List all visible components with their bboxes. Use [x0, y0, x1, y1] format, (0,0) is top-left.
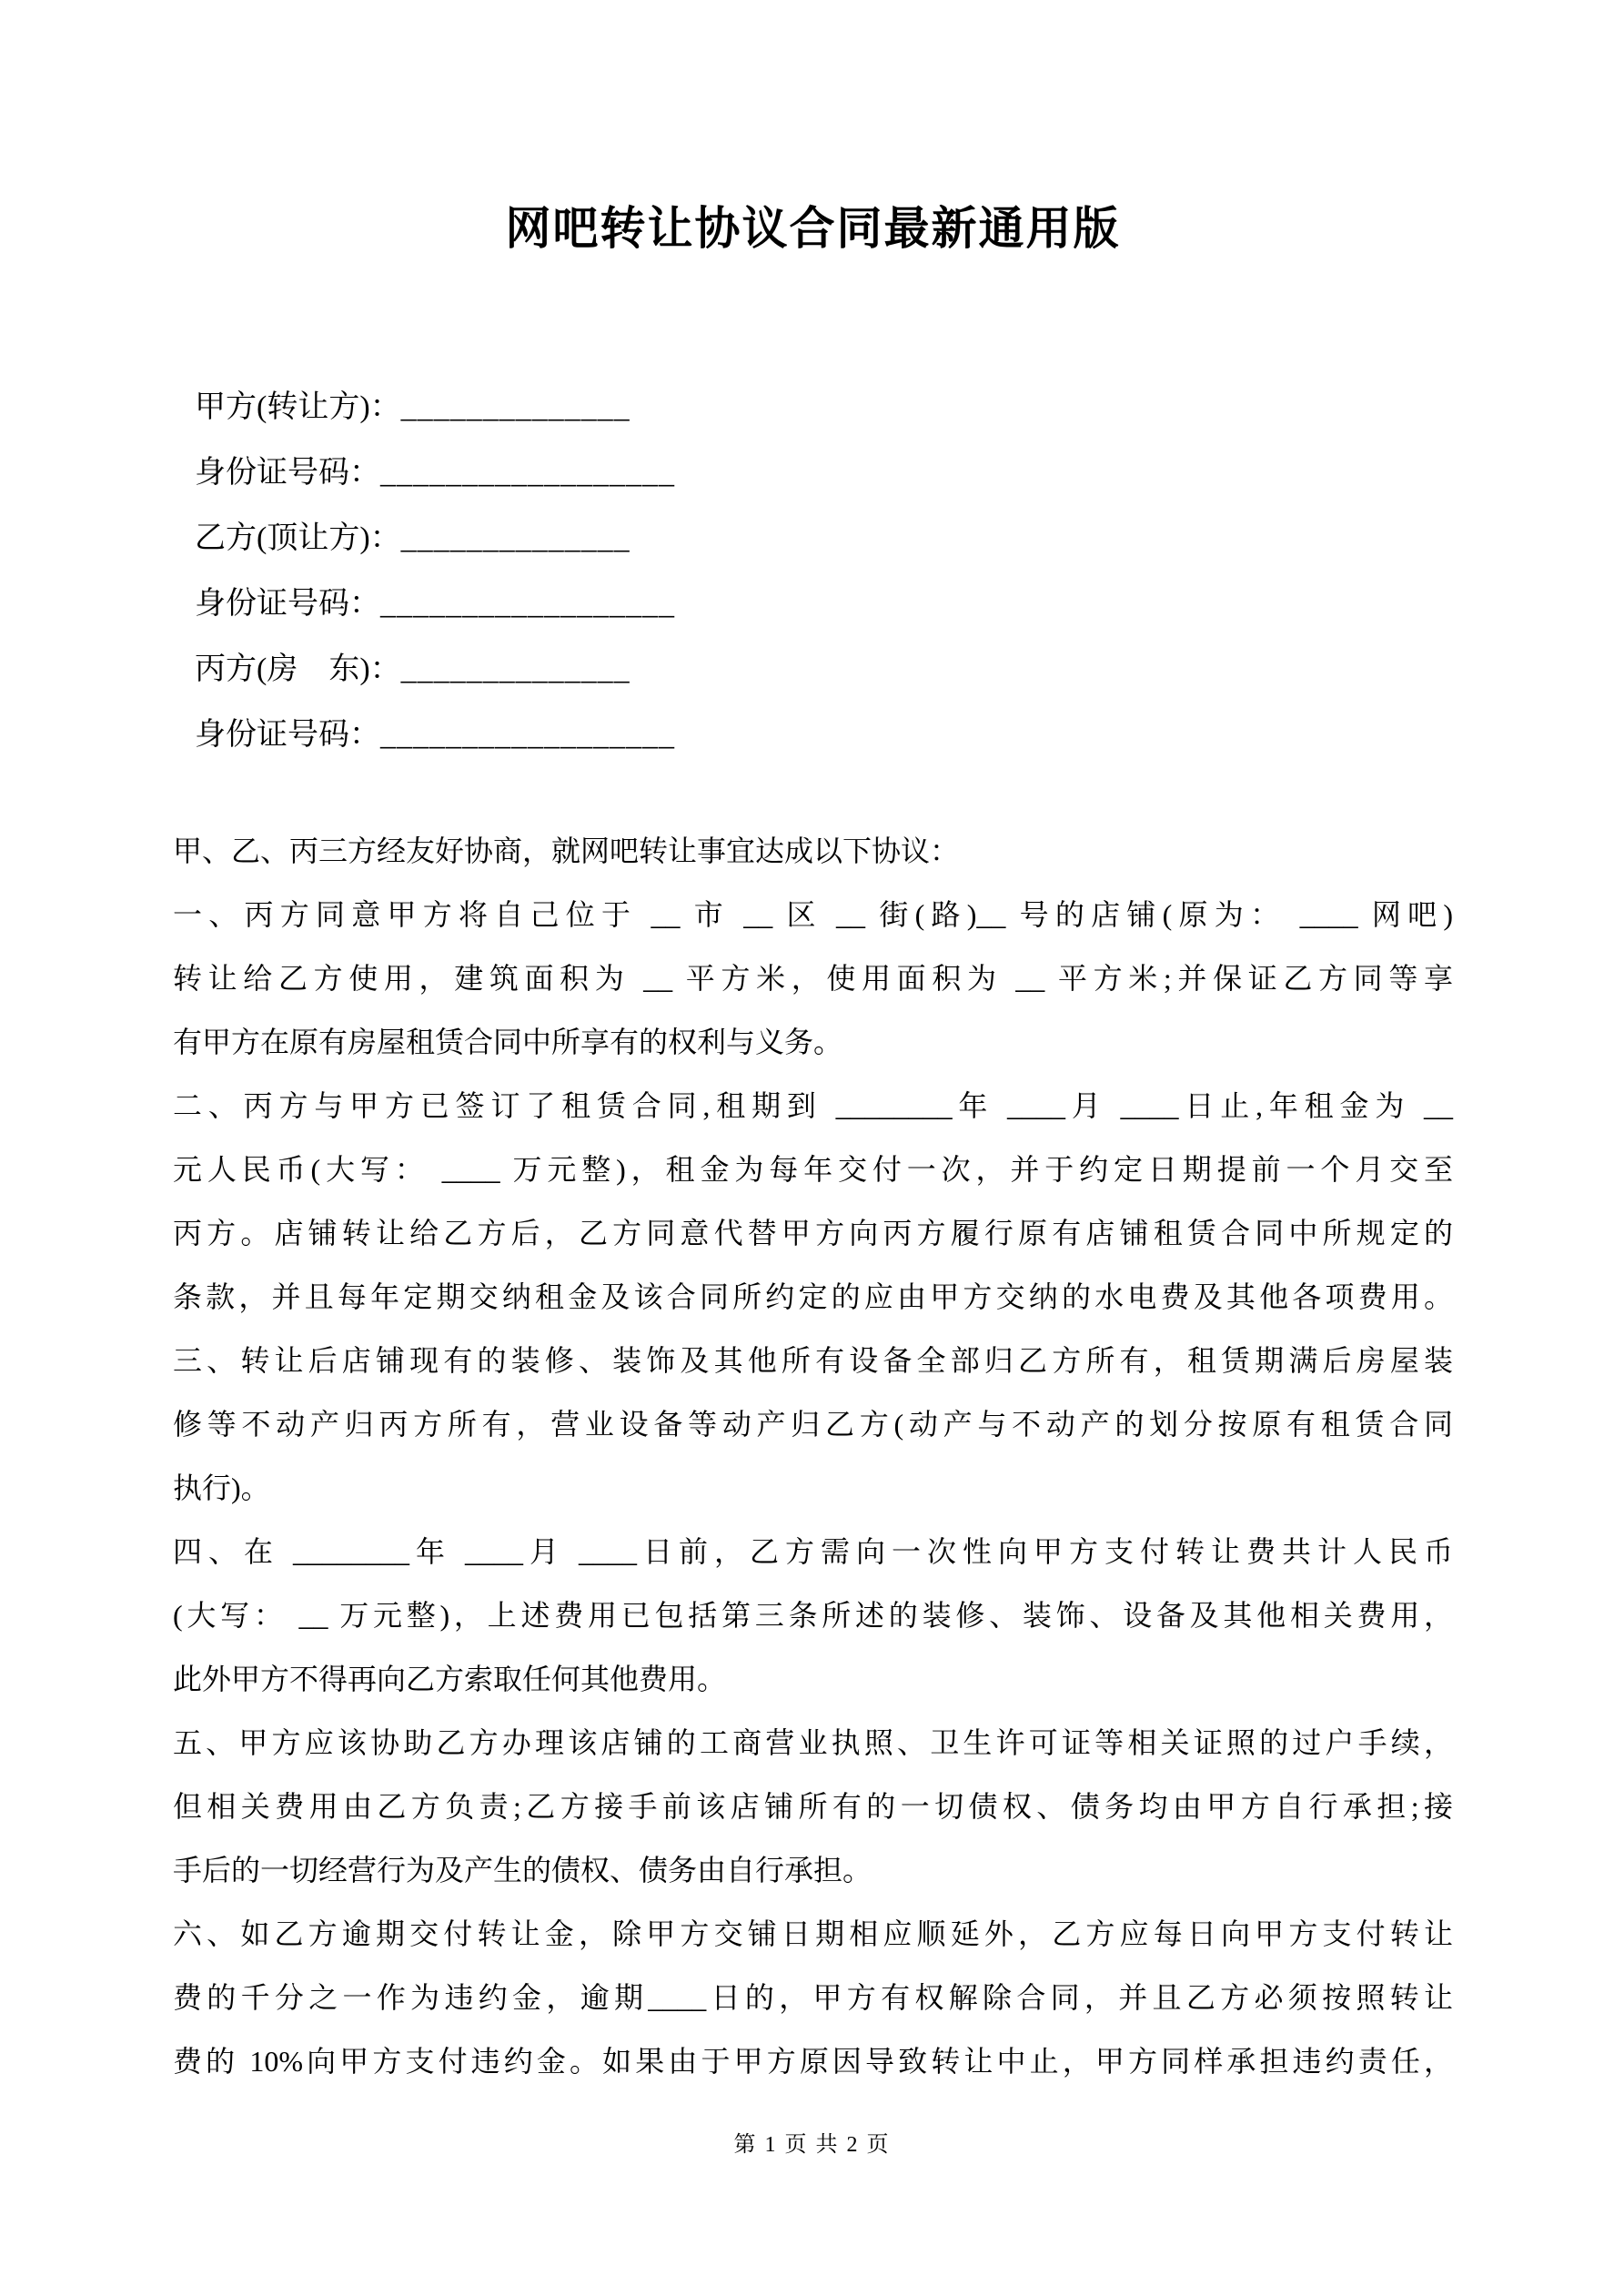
party-field-blank: ______________ — [400, 390, 630, 424]
party-field-label: 身份证号码： — [195, 456, 380, 490]
body-line: 转让给乙方使用，建筑面积为 __ 平方米，使用面积为 __ 平方米;并保证乙方同等享 — [173, 962, 1453, 995]
party-field — [195, 571, 1453, 637]
body-line: 手后的一切经营行为及产生的债权、债务由自行承担。 — [173, 1854, 873, 1886]
party-field-blank: __________________ — [380, 587, 675, 621]
body-line: 此外甲方不得再向乙方索取任何其他费用。 — [173, 1663, 727, 1695]
body-line: 二、丙方与甲方已签订了租赁合同,租期到 ________年 ____月 ____日止,年租金为 __ — [173, 1089, 1453, 1122]
party-field-label: 身份证号码： — [195, 587, 380, 621]
body-line: 一、丙方同意甲方将自己位于 __ 市 __ 区 __ 街(路)__ 号的店铺(原为： ____ 网吧) — [173, 898, 1453, 931]
party-field — [195, 440, 1453, 506]
body-line: 甲、乙、丙三方经友好协商，就网吧转让事宜达成以下协议： — [173, 834, 960, 867]
body-line: 四、在 ________年 ____月 ____日前，乙方需向一次性向甲方支付转让费共计人民币 — [173, 1535, 1453, 1568]
party-field-blank: __________________ — [380, 456, 675, 490]
party-field — [195, 703, 1453, 768]
party-field-label: 甲方(转让方)： — [195, 390, 401, 424]
party-field — [195, 375, 1453, 440]
body-line: 条款，并且每年定期交纳租金及该合同所约定的应由甲方交纳的水电费及其他各项费用。 — [173, 1280, 1453, 1313]
body-line: 但相关费用由乙方负责;乙方接手前该店铺所有的一切债权、债务均由甲方自行承担;接 — [173, 1790, 1453, 1823]
body-line: 有甲方在原有房屋租赁合同中所享有的权利与义务。 — [173, 1026, 843, 1058]
party-field-label: 乙方(顶让方)： — [195, 521, 401, 555]
body-line: 丙方。店铺转让给乙方后，乙方同意代替甲方向丙方履行原有店铺租赁合同中所规定的 — [173, 1217, 1453, 1249]
body-line: 费的千分之一作为违约金，逾期____日的，甲方有权解除合同，并且乙方必须按照转让 — [173, 1981, 1453, 2014]
body-line: 六、如乙方逾期交付转让金，除甲方交铺日期相应顺延外，乙方应每日向甲方支付转让 — [173, 1917, 1453, 1950]
contract-body — [173, 819, 1453, 2093]
document-title: 网吧转让协议合同最新通用版 — [505, 203, 1121, 254]
party-field-blank: ______________ — [400, 521, 630, 555]
body-line: 修等不动产归丙方所有，营业设备等动产归乙方(动产与不动产的划分按原有租赁合同 — [173, 1408, 1453, 1441]
body-line: (大写： __ 万元整)，上述费用已包括第三条所述的装修、装饰、设备及其他相关费用， — [173, 1599, 1453, 1632]
body-line: 费的 10%向甲方支付违约金。如果由于甲方原因导致转让中止，甲方同样承担违约责任， — [173, 2045, 1453, 2078]
party-info-block — [195, 375, 1453, 768]
body-line: 三、转让后店铺现有的装修、装饰及其他所有设备全部归乙方所有，租赁期满后房屋装 — [173, 1344, 1453, 1377]
party-field-label: 丙方(房 东)： — [195, 652, 401, 686]
body-line: 元人民币(大写： ____ 万元整)，租金为每年交付一次，并于约定日期提前一个月交至 — [173, 1153, 1453, 1186]
party-field-label: 身份证号码： — [195, 718, 380, 752]
body-line: 执行)。 — [173, 1472, 270, 1504]
page-number: 第 1 页 共 2 页 — [733, 2133, 891, 2157]
body-line: 五、甲方应该协助乙方办理该店铺的工商营业执照、卫生许可证等相关证照的过户手续， — [173, 1726, 1453, 1759]
party-field-blank: ______________ — [400, 652, 630, 686]
party-field-blank: __________________ — [380, 718, 675, 752]
party-field — [195, 637, 1453, 703]
party-field — [195, 506, 1453, 571]
